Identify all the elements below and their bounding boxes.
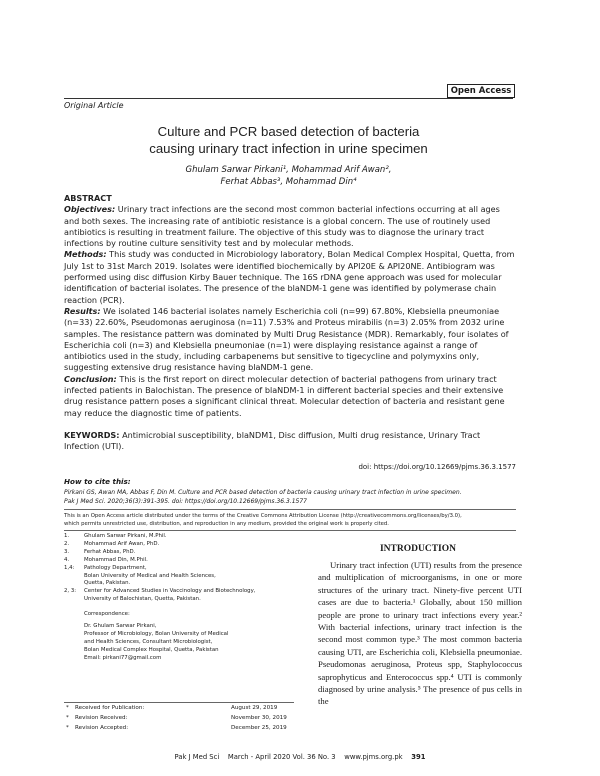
- abstract: [64, 193, 516, 453]
- footnote-row: 2. Mohammad Arif Awan, PhD.: [64, 540, 160, 547]
- introduction-heading: INTRODUCTION: [379, 544, 456, 554]
- header-rule: [64, 98, 513, 99]
- footnote-row: Bolan University of Medical and Health Sciences,: [84, 572, 216, 579]
- citation: Pirkani GS, Awan MA, Abbas F, Din M. Culture and PCR based detection of bacteria causing urinary tract infection in urine specimen. Pak J Med Sci. 2020;36(3):391-395. doi: https://doi.org/10.12669/pjms.36.3.1577: [64, 489, 462, 505]
- license-text: This is an Open Access article distributed under the terms of the Creative Commons Attribution License (http://creativecommons.org/licenses/by/3.0), which permits unrestricted use, distribution, and reproduction in any medium, provided the original work is properly cited.: [64, 513, 462, 527]
- abstract-objectives: Objectives: Urinary tract infections are the second most common bacterial infections occurring at all ages and both sexes. The increasing rate of antibiotic resistance is a global concern. The use of routinely used antibiotics is resulting in treatment failure. The objective of this study was to diagnose the urinary tract infections by routine culture sensitivity test and by molecular methods.: [64, 204, 500, 249]
- footnote-row: University of Balochistan, Quetta, Pakistan.: [84, 596, 201, 603]
- correspondence-label: Correspondence:: [84, 611, 130, 618]
- title-line-2: causing urinary tract infection in urine specimen: [149, 141, 428, 156]
- authors-line-2: Ferhat Abbas³, Mohammad Din⁴: [220, 177, 357, 187]
- footnote-row: 1,4: Pathology Department,: [64, 564, 147, 571]
- page-footer: Pak J Med Sci March - April 2020 Vol. 36 No. 3 www.pjms.org.pk 391: [174, 753, 426, 761]
- footnote-row: Quetta, Pakistan.: [84, 580, 131, 587]
- title-line-1: Culture and PCR based detection of bacteria: [157, 124, 420, 139]
- license-rule-bottom: [64, 530, 516, 531]
- doi-link[interactable]: doi: https://doi.org/10.12669/pjms.36.3.1577: [358, 463, 516, 471]
- footnote-row: 2, 3: Center for Advanced Studies in Vaccinology and Biotechnology,: [64, 588, 256, 595]
- abstract-heading: ABSTRACT: [64, 193, 112, 203]
- date-row: * Revision Received: November 30, 2019: [66, 715, 287, 721]
- introduction-text: Urinary tract infection (UTI) results from the presence and multiplication of microorganisms, in one or more structures of the urinary tract. Ninety-five percent UTI cases are due to bacteria.¹ Globally, about 150 million people are prone to urinary tract infections every year.² With bacterial infections, urinary tract infection is the second most common type.³ The most common bacteria causing UTI, are Escherichia coli, Klebsiella pneumoniae. Pseudomonas aeruginosa, Proteus spp, Staphylococcus saprophyticus and Enterococcus spp.⁴ UTI is commonly diagnosed by urine analysis.⁵ The presence of pus cells in the: [318, 560, 522, 707]
- authors-line-1: Ghulam Sarwar Pirkani¹, Mohammad Arif Awan²,: [185, 165, 392, 175]
- date-row: * Revision Accepted: December 25, 2019: [66, 725, 287, 731]
- footnote-row: 1. Ghulam Sarwar Pirkani, M.Phil.: [64, 533, 167, 539]
- abstract-results: Results: We isolated 146 bacterial isolates namely Escherichia coli (n=99) 67.80%, Klebsiella pneumoniae (n=33) 22.60%, Pseudomonas aeruginosa (n=11) 7.53% and Proteus mirabilis (n=3) 2.05% from 2032 urine samples. The resistance pattern was dominated by Multi Drug Resistance (MDR). Remarkably, four isolates of Escherichia coli (n=3) and Klebsiella pneumoniae (n=1) were displaying resistance against a range of antibiotics used in the study, including carbapenems but sensitive to tigecycline and polymyxins only, suggesting extensive drug resistance having blaNDM-1 gene.: [64, 305, 509, 373]
- date-row: * Received for Publication: August 29, 2019: [66, 705, 278, 711]
- abstract-methods: Methods: This study was conducted in Microbiology laboratory, Bolan Medical Complex Hospital, Quetta, from July 1st to 31st March 2019. Isolates were identified biochemically by API20E & API20NE. Antibiogram was performed using disc diffusion Kirby Bauer technique. The 16S rDNA gene approach was used for molecular identification of bacterial isolates. The presence of the blaNDM-1 gene was identified by polymerase chain reaction (PCR).: [64, 249, 515, 305]
- article-type: Original Article: [64, 101, 124, 110]
- citation-heading: How to cite this:: [64, 477, 131, 486]
- keywords: KEYWORDS: Antimicrobial susceptibility, blaNDM1, Disc diffusion, Multi drug resistance, Urinary Tract Infection (UTI).: [64, 429, 481, 452]
- dates-rule: [64, 702, 294, 703]
- license-rule-top: [64, 509, 516, 510]
- open-access-badge: Open Access: [447, 84, 515, 98]
- footnote-row: 3. Ferhat Abbas, PhD.: [64, 548, 136, 555]
- footnotes: [64, 533, 294, 663]
- abstract-conclusion: Conclusion: This is the first report on direct molecular detection of bacterial pathogens from urinary tract infected patients in Balochistan. The presence of blaNDM-1 in different bacterial species and their extensive drug resistance pattern poses a significant clinical threat. Molecular detection of bacteria and resistant gene may reduce the diagnostic time of patients.: [64, 373, 505, 418]
- correspondence: Dr. Ghulam Sarwar Pirkani, Professor of Microbiology, Bolan University of Medical and Health Sciences, Consultant Microbiologist, Bolan Medical Complex Hospital, Quetta, Pakistan Email: pirkani77@gmail.com: [84, 623, 229, 661]
- page-number: 391: [411, 753, 426, 761]
- footnote-row: 4. Mohammad Din, M.Phil.: [64, 556, 148, 563]
